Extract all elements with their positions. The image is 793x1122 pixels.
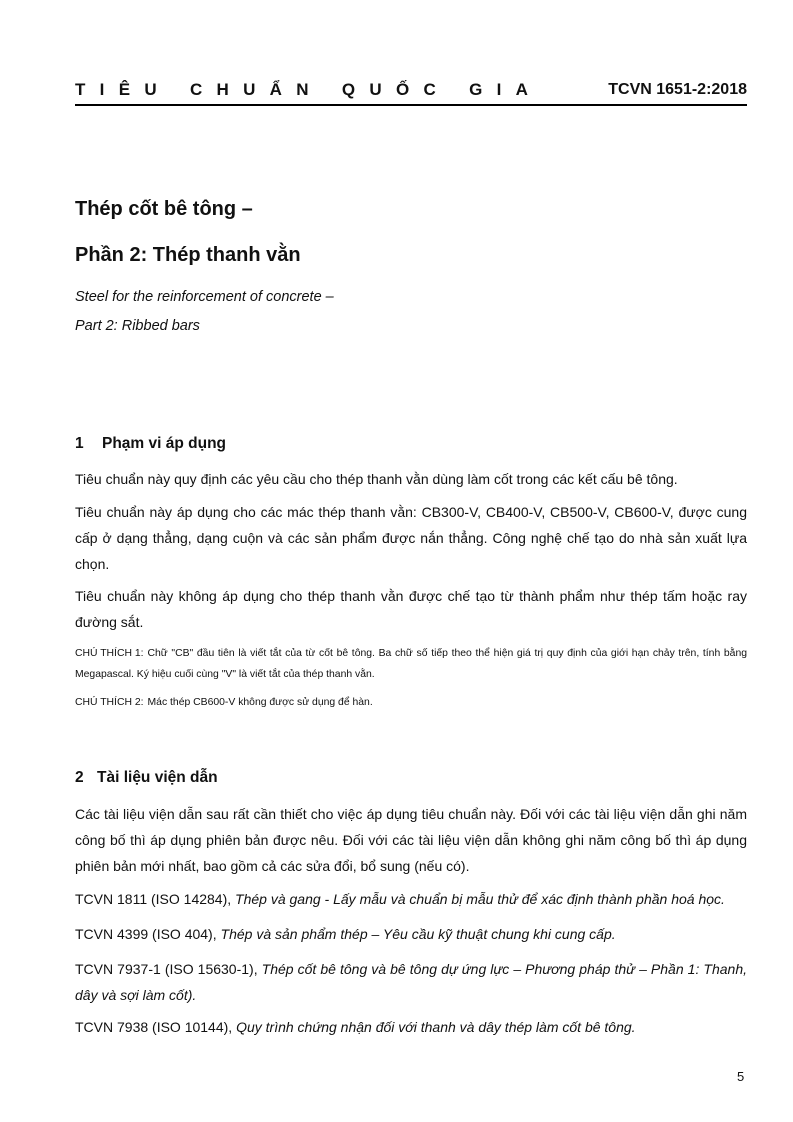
document-title-line2: Phần 2: Thép thanh vằn (75, 244, 301, 266)
section-1-number: 1 (75, 435, 84, 452)
reference-item (75, 1014, 747, 1040)
english-title-line2: Part 2: Ribbed bars (75, 318, 200, 334)
section-1-title: Phạm vi áp dụng (102, 435, 227, 452)
section-1-paragraph-1: Tiêu chuẩn này quy định các yêu cầu cho thép thanh vằn dùng làm cốt trong các kết cấu bê tông. (75, 471, 678, 487)
reference-title: Thép và sản phẩm thép – Yêu cầu kỹ thuật chung khi cung cấp. (220, 926, 616, 942)
standard-code: TCVN 1651-2:2018 (608, 81, 747, 98)
section-2-number: 2 (75, 769, 84, 786)
page-header (75, 80, 747, 106)
section-2-heading (75, 769, 218, 787)
english-title-line1: Steel for the reinforcement of concrete – (75, 289, 334, 305)
reference-code: TCVN 7937-1 (ISO 15630-1), (75, 961, 258, 977)
reference-code: TCVN 4399 (ISO 404), (75, 926, 217, 942)
note-1-text: Chữ "CB" đầu tiên là viết tắt của từ cốt bê tông. Ba chữ số tiếp theo thể hiện giá trị quy định của giới hạn chảy trên, tính bằng Megapascal. Ký hiệu cuối cùng "V" là viết tắt của thép thanh vằn. (75, 648, 747, 680)
note-2 (75, 692, 747, 713)
standard-type-label: TIÊU CHUẨN QUỐC GIA (75, 80, 543, 99)
section-1-heading (75, 435, 226, 453)
note-1-label: CHÚ THÍCH 1: (75, 648, 144, 659)
page-number: 5 (737, 1069, 745, 1084)
reference-item (75, 886, 747, 912)
reference-title: Thép và gang - Lấy mẫu và chuẩn bị mẫu thử để xác định thành phần hoá học. (235, 891, 725, 907)
reference-title: Quy trình chứng nhận đối với thanh và dây thép làm cốt bê tông. (236, 1019, 636, 1035)
reference-item (75, 956, 747, 1008)
reference-title: Thép cốt bê tông và bê tông dự ứng lực – Phương pháp thử – Phần 1: Thanh, dây và sợi làm cốt). (75, 961, 747, 1003)
note-2-text: Mác thép CB600-V không được sử dụng để hàn. (147, 697, 373, 708)
note-1 (75, 643, 747, 685)
reference-item (75, 921, 747, 947)
section-2-title: Tài liệu viện dẫn (97, 769, 218, 786)
reference-code: TCVN 7938 (ISO 10144), (75, 1019, 233, 1035)
reference-code: TCVN 1811 (ISO 14284), (75, 891, 232, 907)
document-title-line1: Thép cốt bê tông – (75, 198, 253, 220)
section-1-paragraph-2: Tiêu chuẩn này áp dụng cho các mác thép thanh vằn: CB300-V, CB400-V, CB500-V, CB600-V, được cung cấp ở dạng thẳng, dạng cuộn và các sản phẩm được nắn thẳng. Công nghệ chế tạo do nhà sản xuất lựa chọn. (75, 504, 747, 572)
note-2-label: CHÚ THÍCH 2: (75, 697, 144, 708)
section-1-paragraph-3: Tiêu chuẩn này không áp dụng cho thép thanh vằn được chế tạo từ thành phẩm như thép tấm hoặc ray đường sắt. (75, 588, 747, 630)
section-2-paragraph-1: Các tài liệu viện dẫn sau rất cần thiết cho việc áp dụng tiêu chuẩn này. Đối với các tài liệu viện dẫn ghi năm công bố thì áp dụng phiên bản được nêu. Đối với các tài liệu viện dẫn không ghi năm công bố thì áp dụng phiên bản mới nhất, bao gồm cả các sửa đổi, bổ sung (nếu có). (75, 806, 747, 874)
